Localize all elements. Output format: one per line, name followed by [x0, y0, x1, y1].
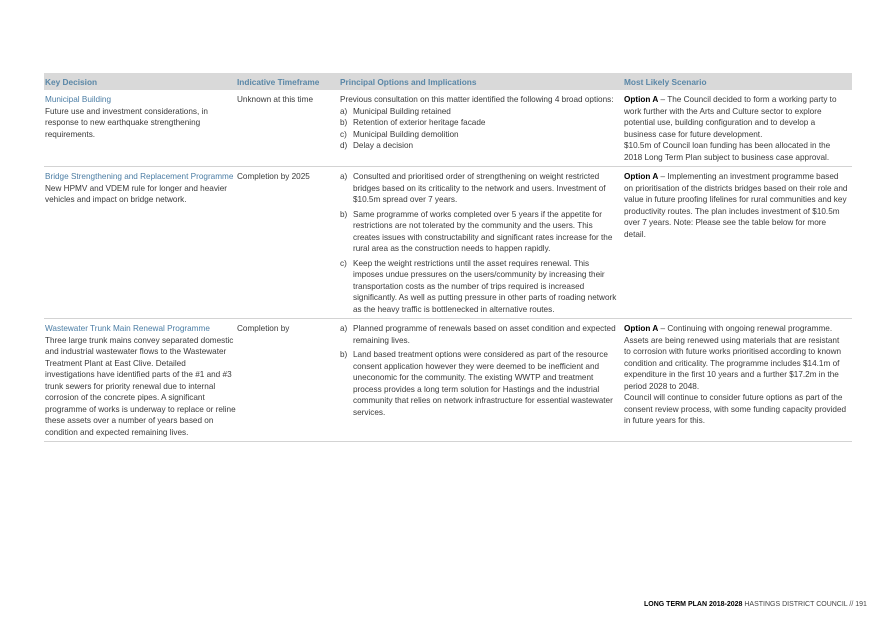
option-item: [340, 106, 618, 118]
options-cell: [340, 319, 624, 441]
option-label: d): [340, 141, 348, 150]
timeframe-cell: Completion by 2025: [237, 172, 310, 181]
option-item: [340, 117, 618, 129]
scenario-option: Option A: [624, 172, 659, 181]
option-item: [340, 349, 618, 418]
option-text: Keep the weight restrictions until the asset requires renewal. This imposes undue pressures on the users/community by increasing their transportation costs as the number of trips required is increased significantly. As well as putting pressure in other parts of roading network as the heavy traffic is bottlenecked in alternative routes.: [353, 258, 617, 314]
scenario-option: Option A: [624, 95, 659, 104]
scenario-text: – The Council decided to form a working party to work further with the Arts and Culture sector to explore potential use, building configuration and to develop a business case for future development.: [624, 95, 837, 139]
scenario-extra: Council will continue to consider future options as part of the consent review process, with some funding capacity provided in future years for this.: [624, 393, 847, 425]
option-text: Delay a decision: [353, 141, 414, 150]
timeframe-cell: Unknown at this time: [237, 95, 313, 104]
option-item: [340, 258, 618, 316]
decisions-table: [44, 73, 852, 442]
footer-plan-title: LONG TERM PLAN 2018-2028: [644, 601, 743, 608]
option-label: c): [340, 129, 347, 139]
scenario-paragraph: [624, 323, 848, 392]
option-text: Municipal Building demolition: [353, 129, 459, 139]
scenario-text: – Implementing an investment programme based on prioritisation of the districts bridges based on their role and value in future proofing lifelines for rural communities and key productivity routes. The plan includes investment of $10.5m over 7 years. Note: Please see the table below for more detail.: [624, 172, 848, 239]
scenario-cell: [624, 90, 852, 166]
key-decision-cell: [44, 167, 237, 318]
decision-title: Municipal Building: [45, 95, 111, 104]
option-label: b): [340, 350, 348, 359]
header-scenario: Most Likely Scenario: [624, 76, 707, 87]
option-label: b): [340, 209, 348, 219]
option-item: [340, 171, 618, 206]
table-row: [44, 167, 852, 319]
options-intro: Previous consultation on this matter identified the following 4 broad options:: [340, 95, 614, 104]
options-cell: [340, 90, 624, 166]
scenario-paragraph: [624, 171, 848, 240]
header-options: Principal Options and Implications: [340, 76, 477, 87]
decision-description: Future use and investment considerations, in response to new earthquake strengthening requirements.: [45, 106, 208, 139]
scenario-cell: [624, 167, 852, 318]
option-item: [340, 140, 618, 152]
page-footer: [644, 601, 867, 608]
scenario-extra: $10.5m of Council loan funding has been allocated in the 2018 Long Term Plan subject to business case approval.: [624, 141, 831, 162]
option-label: c): [340, 258, 347, 268]
table-row: [44, 90, 852, 167]
key-decision-cell: [44, 319, 237, 441]
scenario-text: – Continuing with ongoing renewal programme. Assets are being renewed using materials that are resistant to corrosion with future works prioritised according to known condition and criticality. The programme includes $14.1m of expenditure in the first 10 years and a further $17.2m in the period 2028 to 2048.: [624, 324, 842, 391]
decision-title: Wastewater Trunk Main Renewal Programme: [45, 324, 210, 333]
scenario-option: Option A: [624, 324, 659, 333]
option-label: a): [340, 324, 348, 333]
scenario-cell: [624, 319, 852, 441]
decision-title: Bridge Strengthening and Replacement Programme: [45, 172, 234, 181]
table-row: [44, 319, 852, 442]
option-item: [340, 323, 618, 346]
decision-description: New HPMV and VDEM rule for longer and heavier vehicles and impact on bridge network.: [45, 183, 228, 204]
option-text: Planned programme of renewals based on asset condition and expected remaining lives.: [353, 324, 616, 345]
table-header: [44, 73, 852, 90]
footer-council-page: HASTINGS DISTRICT COUNCIL // 191: [742, 601, 867, 608]
option-text: Land based treatment options were considered as part of the resource consent application however they were deemed to be inefficient and uneconomic for the community. The existing WWTP and treatment process provides a long term solution for Hastings and the industrial community that relies on network infrastructure for essential wastewater services.: [353, 350, 613, 417]
option-text: Retention of exterior heritage facade: [353, 118, 486, 127]
option-text: Consulted and prioritised order of strengthening on weight restricted bridges based on its criticality to the network and users. Investment of $10.5m spread over 7 years.: [353, 172, 606, 204]
option-item: [340, 129, 618, 141]
decision-description: Three large trunk mains convey separated domestic and industrial wastewater flows to the Wastewater Treatment Plant at East Clive. Detailed investigations have identified parts of the #1 and #3 trunk sewers for priority renewal due to internal corrosion of the concrete pipes. A significant programme of works is underway to replace or reline these assets over a number of years based on condition and expected remaining lives.: [45, 335, 236, 437]
option-label: b): [340, 118, 348, 127]
timeframe-cell: Completion by: [237, 324, 290, 333]
options-cell: [340, 167, 624, 318]
key-decision-cell: [44, 90, 237, 166]
scenario-paragraph: [624, 94, 848, 140]
header-key-decision: Key Decision: [45, 76, 98, 87]
option-text: Municipal Building retained: [353, 106, 451, 116]
header-timeframe: Indicative Timeframe: [237, 76, 320, 87]
option-text: Same programme of works completed over 5 years if the appetite for restrictions are not tolerated by the community and the users. This creates issues with constructability and significant rates increase for the rural area as the construction needs to happen rapidly.: [353, 209, 613, 253]
option-item: [340, 209, 618, 255]
option-label: a): [340, 106, 348, 116]
option-label: a): [340, 172, 348, 181]
